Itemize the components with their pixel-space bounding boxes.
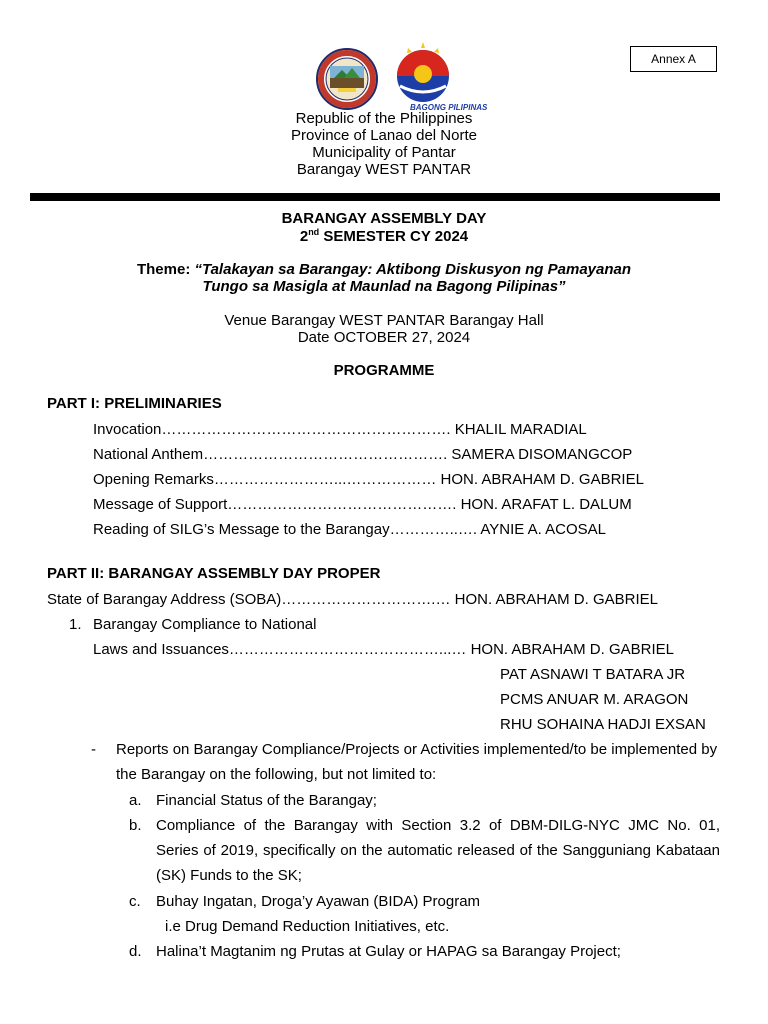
bullet-dash: - <box>91 741 96 758</box>
program-item-soba: State of Barangay Address (SOBA)………………………….… HON. ABRAHAM D. GABRIEL <box>47 591 659 608</box>
program-item-silg: Reading of SILG’s Message to the Barangay…………..…. AYNIE A. ACOSAL <box>93 521 607 538</box>
list-number-1: 1. <box>69 616 82 633</box>
part2-heading: PART II: BARANGAY ASSEMBLY DAY PROPER <box>47 565 381 582</box>
subitem-d-text: Halina’t Magtanim ng Prutas at Gulay or HAPAG sa Barangay Project; <box>156 943 621 960</box>
theme-line-1 <box>0 261 768 278</box>
program-item-support: Message of Support………………………………………. HON. ARAFAT L. DALUM <box>93 496 632 513</box>
header-municipality: Municipality of Pantar <box>312 144 456 161</box>
theme-line-2: Tungo sa Masigla at Maunlad na Bagong Pilipinas” <box>202 278 566 295</box>
barangay-seal-logo <box>314 48 380 110</box>
bagong-pilipinas-text: BAGONG PILIPINAS <box>410 103 488 112</box>
ordinal-suffix: nd <box>308 227 320 237</box>
item1-title: Barangay Compliance to National <box>93 616 317 633</box>
theme-text-1: “Talakayan sa Barangay: Aktibong Diskusyon ng Pamayanan <box>194 261 632 278</box>
program-item-anthem: National Anthem…………………………………………. SAMERA DISOMANGCOP <box>93 446 633 463</box>
program-item-invocation: Invocation…………………………………………………. KHALIL MARADIAL <box>93 421 587 438</box>
subitem-b-text: Compliance of the Barangay with Section 3.2 of DBM-DILG-NYC JMC No. 01, Series of 2019, specifically on the automatic released of the Sangguniang Kabataan (SK) Funds to the SK; <box>156 817 720 884</box>
program-item-opening: Opening Remarks……………………...……………… HON. ABRAHAM D. GABRIEL <box>93 471 644 488</box>
speaker-name: PCMS ANUAR M. ARAGON <box>500 691 689 708</box>
annex-label: Annex A <box>630 46 717 72</box>
item1-laws-line: Laws and Issuances……………………………………...… HON. ABRAHAM D. GABRIEL <box>93 641 674 658</box>
venue: Venue Barangay WEST PANTAR Barangay Hall <box>224 312 544 329</box>
programme-heading: PROGRAMME <box>333 362 435 379</box>
header-republic: Republic of the Philippines <box>295 110 473 127</box>
subitem-a-text: Financial Status of the Barangay; <box>156 792 377 809</box>
theme-label: Theme: <box>136 261 191 278</box>
speaker-name: RHU SOHAINA HADJI EXSAN <box>500 716 706 733</box>
subitem-c-detail: i.e Drug Demand Reduction Initiatives, etc. <box>165 918 450 935</box>
list-label-a: a. <box>129 792 142 809</box>
ordinal-number: 2 <box>299 228 309 245</box>
header-province: Province of Lanao del Norte <box>291 127 477 144</box>
header-divider <box>30 193 720 201</box>
header-barangay: Barangay WEST PANTAR <box>296 161 472 178</box>
list-label-c: c. <box>129 893 141 910</box>
event-date: Date OCTOBER 27, 2024 <box>297 329 471 346</box>
semester-text: SEMESTER CY 2024 <box>323 228 469 245</box>
list-label-b: b. <box>129 817 142 834</box>
speaker-name: PAT ASNAWI T BATARA JR <box>500 666 686 683</box>
list-label-d: d. <box>129 943 142 960</box>
subitem-c-text: Buhay Ingatan, Droga’y Ayawan (BIDA) Program <box>156 893 481 910</box>
doc-subtitle <box>0 228 768 245</box>
doc-title: BARANGAY ASSEMBLY DAY <box>281 210 487 227</box>
bagong-pilipinas-logo <box>388 40 458 104</box>
part1-heading: PART I: PRELIMINARIES <box>47 395 222 412</box>
reports-paragraph: Reports on Barangay Compliance/Projects or Activities implemented/to be implemented by the Barangay on the following, but not limited to: <box>116 741 718 783</box>
